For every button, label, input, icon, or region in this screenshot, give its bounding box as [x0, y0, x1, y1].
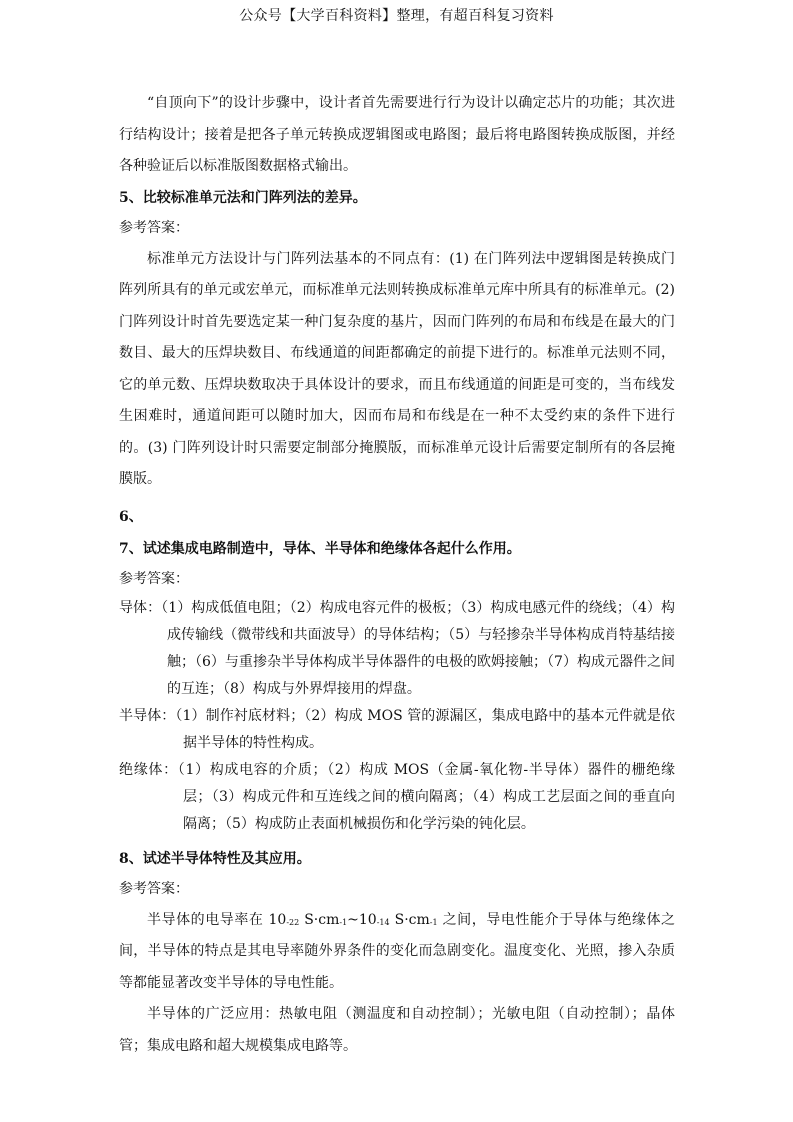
- text-run: 之间，导电性能介于导体与绝缘体之间，半导体的特点是其电导率随外界条件的变化而急剧变化。温度变化、光照，掺入杂质等都能显著改变半导体的导电性能。: [119, 911, 675, 991]
- exponent: -1: [429, 917, 438, 927]
- question-5-answer: 标准单元方法设计与门阵列法基本的不同点有：(1) 在门阵列法中逻辑图是转换成门阵列所具有的单元或宏单元，而标准单元法则转换成标准单元库中所具有的标准单元。(2) 门阵列设计时首先要选定某一种门复杂度的基片，因而门阵列的布局和布线是在最大的门数目、最大的压焊块数目、布线通道的间距都确定的前提下进行的。标准单元法则不同，它的单元数、压焊块数取决于具体设计的要求，而且布线通道的间距是可变的，当布线发生困难时，通道间距可以随时加大，因而布局和布线是在一种不太受约束的条件下进行的。(3) 门阵列设计时只需要定制部分掩膜版，而标准单元设计后需要定制所有的各层掩膜版。: [119, 250, 675, 487]
- question-5-answer-label: 参考答案：: [119, 219, 189, 236]
- semiconductor-properties-paragraph: [119, 905, 675, 1000]
- question-7-answer-label: 参考答案：: [119, 570, 189, 587]
- exponent: -1: [339, 917, 348, 927]
- exponent: -22: [286, 917, 300, 927]
- text-run: S·cm: [299, 911, 340, 928]
- question-7-title: 7、试述集成电路制造中，导体、半导体和绝缘体各起什么作用。: [119, 540, 521, 557]
- intro-paragraph: “自顶向下”的设计步骤中，设计者首先需要进行行为设计以确定芯片的功能；其次进行结构设计；接着是把各子单元转换成逻辑图或电路图；最后将电路图转换成版图，并经各种验证后以标准版图数据格式输出。: [119, 95, 675, 174]
- document-body: [119, 88, 675, 1062]
- text-run: 半导体的电导率在 10: [147, 911, 287, 928]
- question-8-title: 8、试述半导体特性及其应用。: [119, 850, 311, 867]
- semiconductor-roles: 半导体：（1）制作衬底材料；（2）构成 MOS 管的源漏区，集成电路中的基本元件就是依据半导体的特性构成。: [119, 707, 675, 751]
- question-8-answer-label: 参考答案：: [119, 880, 189, 897]
- question-5-title: 5、比较标准单元法和门阵列法的差异。: [119, 189, 367, 206]
- insulator-roles: 绝缘体：（1）构成电容的介质；（2）构成 MOS（金属-氧化物-半导体）器件的栅绝缘层；（3）构成元件和互连线之间的横向隔离；（4）构成工艺层面之间的垂直向隔离；（5）构成防止表面机械损伤和化学污染的钝化层。: [119, 761, 675, 832]
- page-header: 公众号【大学百科资料】整理，有超百科复习资料: [239, 8, 554, 24]
- semiconductor-applications-paragraph: 半导体的广泛应用：热敏电阻（测温度和自动控制）；光敏电阻（自动控制）；晶体管；集成电路和超大规模集成电路等。: [119, 1006, 675, 1054]
- exponent: -14: [376, 917, 390, 927]
- text-run: ~10: [347, 911, 377, 928]
- question-6-title: 6、: [119, 508, 143, 525]
- conductor-roles: 导体：（1）构成低值电阻；（2）构成电容元件的极板；（3）构成电感元件的绕线；（4）构成传输线（微带线和共面波导）的导体结构；（5）与轻掺杂半导体构成肖特基结接触；（6）与重掺杂半导体构成半导体器件的电极的欧姆接触；（7）构成元器件之间的互连；（8）构成与外界焊接用的焊盘。: [119, 599, 675, 697]
- text-run: S·cm: [389, 911, 430, 928]
